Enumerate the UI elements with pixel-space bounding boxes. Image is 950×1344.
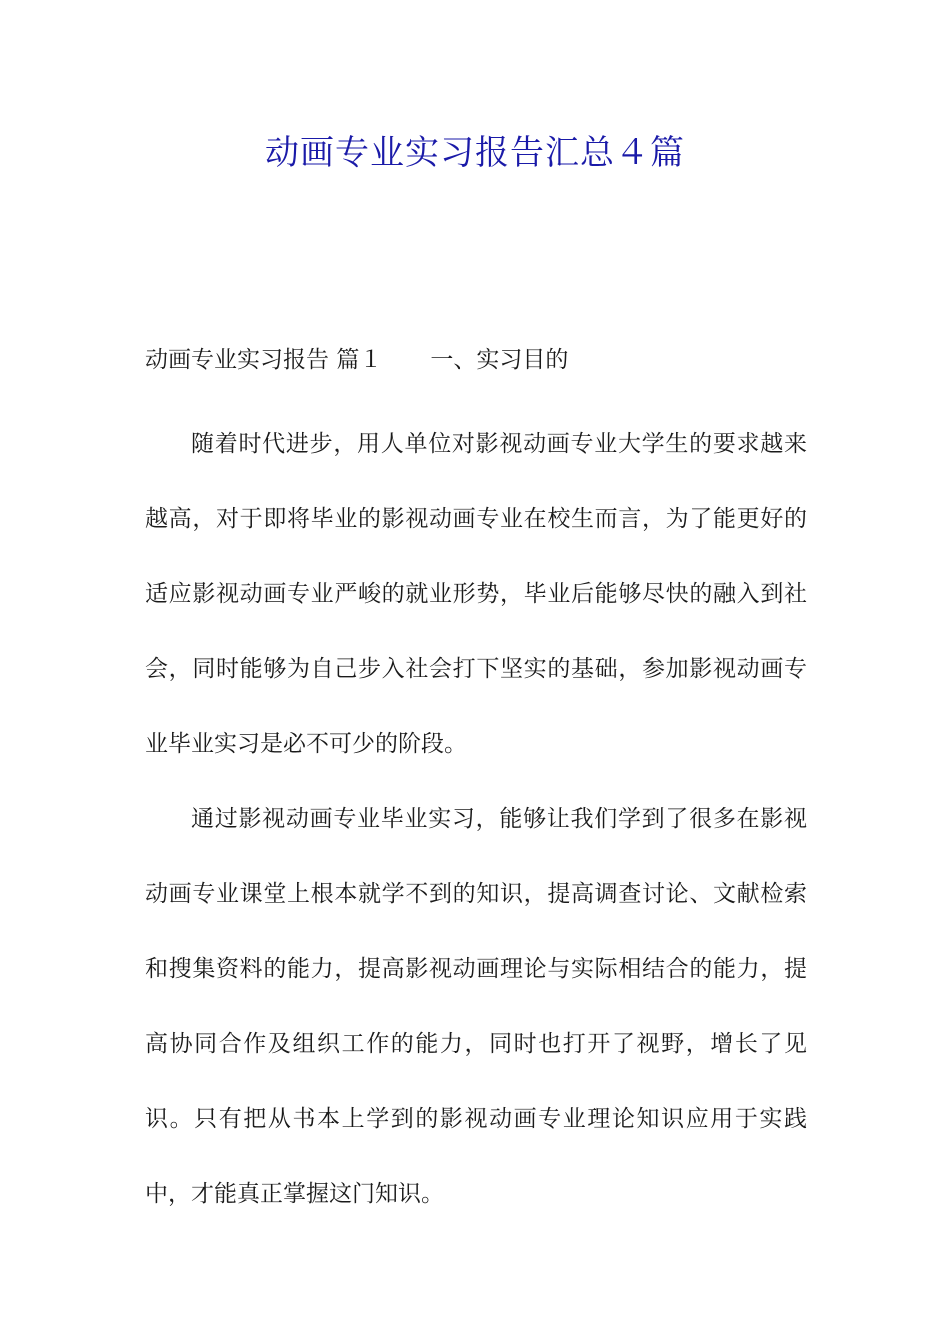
- paragraph-1: 随着时代进步，用人单位对影视动画专业大学生的要求越来越高，对于即将毕业的影视动画专业在校生而言，为了能更好的适应影视动画专业严峻的就业形势，毕业后能够尽快的融入到社会，同时能够为自己步入社会打下坚实的基础，参加影视动画专业毕业实习是必不可少的阶段。: [145, 431, 807, 757]
- paragraph-2: 通过影视动画专业毕业实习，能够让我们学到了很多在影视动画专业课堂上根本就学不到的知识，提高调查讨论、文献检索和搜集资料的能力，提高影视动画理论与实际相结合的能力，提高协同合作及组织工作的能力，同时也打开了视野，增长了见识。只有把从书本上学到的影视动画专业理论知识应用于实践中，才能真正掌握这门知识。: [145, 806, 807, 1207]
- report-label: 动画专业实习报告: [145, 347, 329, 373]
- part-label: 篇１: [336, 347, 383, 373]
- section-heading-line: [145, 336, 807, 384]
- document-title: 动画专业实习报告汇总４篇: [265, 133, 685, 173]
- document-body: [145, 336, 807, 1232]
- section-label: 一、实习目的: [430, 347, 569, 373]
